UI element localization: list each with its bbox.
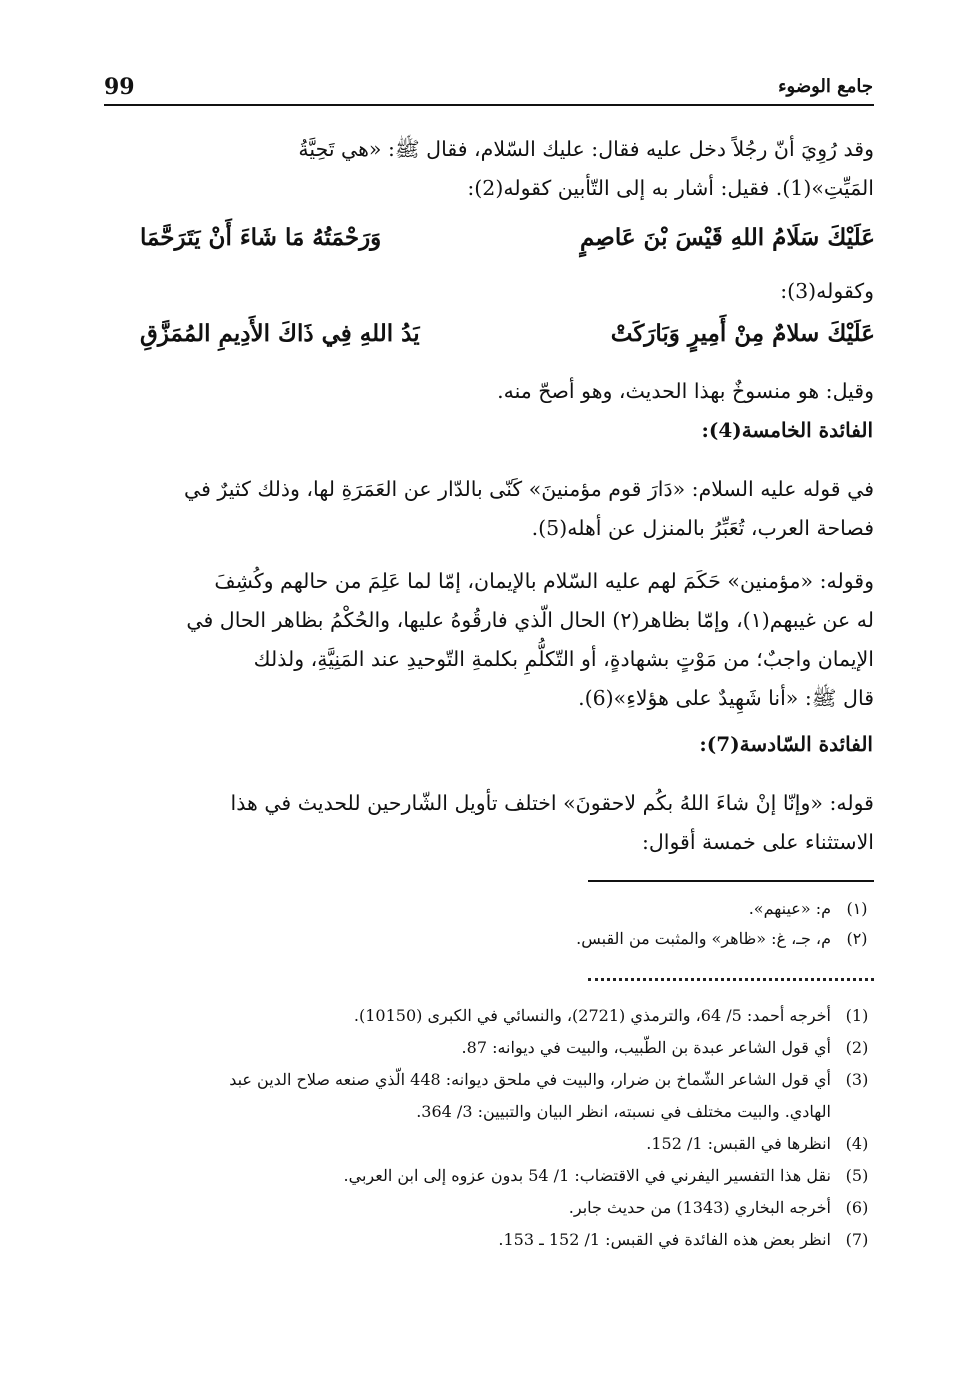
paragraph-3 — [104, 372, 874, 411]
footnote — [100, 1000, 875, 1032]
footnote-text — [100, 1064, 839, 1128]
verse-2 — [140, 320, 875, 347]
footnote — [100, 1032, 875, 1064]
paragraph-5 — [104, 562, 874, 718]
variant-note — [100, 894, 875, 924]
footnote-separator — [588, 880, 874, 882]
footnote — [100, 1128, 875, 1160]
heading-sixth-benefit: الفائدة السّادسة(7): — [699, 732, 873, 756]
verse-hemistich-first: عَلَيْكَ سَلَامُ اللهِ قَيْسَ بْنَ عَاصِمٍ — [579, 224, 875, 251]
text-line: فصاحة العرب، تُعَبِّرُ بالمنزل عن أهله(5). — [531, 516, 874, 540]
dotted-separator — [588, 978, 874, 981]
note-number: (١) — [846, 899, 868, 918]
text-line: وقد رُوِيَ أنّ رجُلاً دخل عليه فقال: عليك السّلام، فقال ﷺ: «هي تَحِيَّةُ — [298, 137, 874, 161]
text-line: وقيل: هو منسوخٌ بهذا الحديث، وهو أصحّ منه. — [497, 379, 874, 403]
footnote-text: أخرجه أحمد: 5/ 64، والترمذي (2721)، والنسائي في الكبرى (10150). — [353, 1006, 831, 1025]
footnote-text: انظر بعض هذه الفائدة في القبس: 1/ 152 ـ 153. — [498, 1230, 831, 1249]
variant-note — [100, 924, 875, 954]
text-line: قال ﷺ: «أنا شَهِيدٌ على هؤلاءِ»(6). — [578, 686, 874, 710]
verse-1 — [140, 224, 875, 251]
note-text: م: «عينهم». — [748, 899, 831, 918]
footnote — [100, 1064, 875, 1128]
footnote-text: أي قول الشاعر عبدة بن الطّبيب، والبيت في ديوانه: 87. — [461, 1038, 831, 1057]
running-title: جامع الوضوء — [778, 76, 873, 97]
footnote-number: (5) — [845, 1166, 869, 1185]
text-line: المَيِّتِ»(1). فقيل: أشار به إلى التّأبين كقوله(2): — [467, 176, 874, 200]
note-number: (٢) — [846, 929, 868, 948]
footnote — [100, 1224, 875, 1256]
footnote-number: (1) — [845, 1006, 869, 1025]
text-line: له عن غيبهم(١)، وإمّا بظاهر(٢) الحال الّذي فارقُوهُ عليها، والحُكْمُ بظاهر الحال في — [186, 608, 874, 632]
verse-hemistich-first: عَلَيْكَ سلامٌ مِنْ أَمِيرٍ وَبَارَكَتْ — [610, 320, 875, 347]
note-text: م، جـ، غ: «ظاهر» والمثبت من القبس. — [576, 929, 831, 948]
footnote-text: أخرجه البخاري (1343) من حديث جابر. — [568, 1198, 831, 1217]
text-line: وكقوله(3): — [780, 279, 874, 303]
footnotes — [100, 1000, 875, 1256]
variant-notes — [100, 894, 875, 954]
footnote-number: (2) — [845, 1038, 869, 1057]
footnote-number: (4) — [845, 1134, 869, 1153]
paragraph-4 — [104, 470, 874, 548]
footnote-text: انظرها في القبس: 1/ 152. — [646, 1134, 831, 1153]
footnote-line: أي قول الشاعر الشّماخ بن ضرار، والبيت في ملحق ديوانه: 448 الّذي صنعه صلاح الدين عبد — [229, 1070, 831, 1089]
page-number: 99 — [104, 74, 135, 100]
verse-hemistich-second: وَرَحْمَتُهُ مَا شَاءَ أَنْ يَتَرَحَّمَا — [140, 224, 382, 251]
footnote — [100, 1192, 875, 1224]
text-line: في قوله عليه السلام: «دَارَ قوم مؤمنينَ» كَنّى بالدّار عن العَمَرَةِ لها، وذلك كثيرٌ في — [183, 477, 874, 501]
footnote — [100, 1160, 875, 1192]
verse-hemistich-second: يَدُ اللهِ فِي ذَاكَ الأَدِيمِ المُمَزَّقِ — [140, 320, 420, 347]
footnote-text: نقل هذا التفسير اليفرني في الاقتضاب: 1/ 54 بدون عزوه إلى ابن العربي. — [343, 1166, 831, 1185]
paragraph-1 — [104, 130, 874, 208]
text-line: قوله: «وإنّا إنْ شاءَ اللهُ بكُم لاحقونَ» اختلف تأويل الشّارحين للحديث في هذا — [230, 791, 874, 815]
paragraph-6 — [104, 784, 874, 862]
footnote-number: (6) — [845, 1198, 869, 1217]
header-rule — [104, 104, 874, 106]
footnote-line: الهادي. والبيت مختلف في نسبته، انظر البيان والتبيين: 3/ 364. — [416, 1102, 831, 1121]
footnote-number: (7) — [845, 1230, 869, 1249]
text-line: وقوله: «مؤمنين» حَكَمَ لهم عليه السّلام بالإيمان، إمّا لما عَلِمَ من حالهم وكُشِفَ — [214, 569, 874, 593]
paragraph-2 — [104, 272, 874, 311]
heading-fifth-benefit: الفائدة الخامسة(4): — [701, 418, 873, 442]
text-line: الإيمان واجبٌ؛ من مَوْتٍ بشهادةٍ، أو التّكلُّمِ بكلمةِ التّوحيدِ عند المَنِيَّةِ، ولذلك — [253, 647, 874, 671]
text-line: الاستثناء على خمسة أقوال: — [641, 830, 874, 854]
footnote-number: (3) — [845, 1070, 869, 1089]
